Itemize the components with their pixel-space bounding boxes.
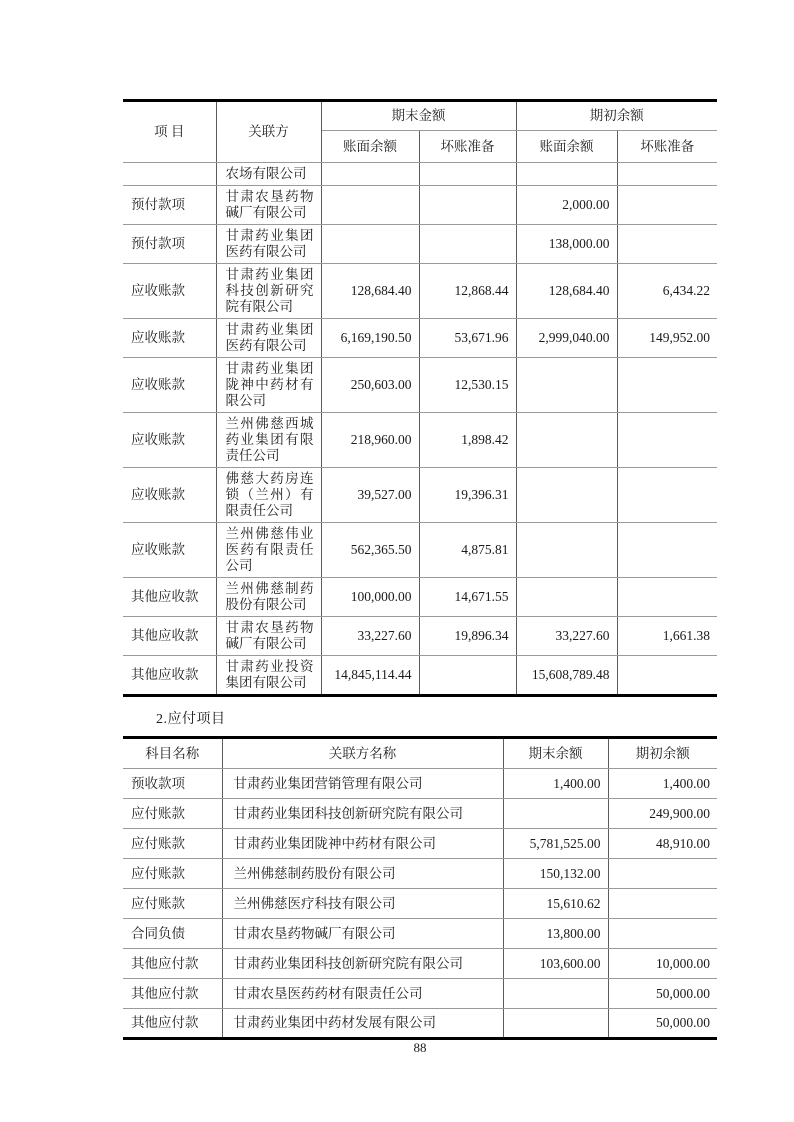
ending-bad-debt-cell: 14,671.55 (419, 578, 516, 617)
table-row (123, 829, 717, 859)
t1-header-ending-bad-debt-provision: 坏账准备 (419, 131, 516, 163)
ending-bad-debt-cell: 19,396.31 (419, 468, 516, 523)
table-row (123, 949, 717, 979)
ending-bad-debt-cell: 53,671.96 (419, 319, 516, 358)
item-cell (123, 163, 216, 186)
table-row (123, 163, 717, 186)
item-cell: 其他应收款 (123, 656, 216, 696)
related-party-name-cell: 甘肃药业集团陇神中药材有限公司 (222, 829, 503, 859)
ending-bad-debt-cell (419, 163, 516, 186)
related-party-cell: 兰州佛慈西城药业集团有限责任公司 (216, 413, 321, 468)
t1-header-beginning-book-balance: 账面余额 (516, 131, 617, 163)
table-row (123, 979, 717, 1009)
related-party-payables-table (123, 736, 717, 1040)
related-party-cell: 农场有限公司 (216, 163, 321, 186)
item-cell: 应收账款 (123, 468, 216, 523)
table-row (123, 799, 717, 829)
t2-header-beginning-balance: 期初余额 (608, 738, 717, 769)
related-party-receivables-table (123, 99, 717, 697)
beginning-bad-debt-cell (617, 578, 717, 617)
beginning-bad-debt-cell (617, 656, 717, 696)
beginning-balance-cell (608, 859, 717, 889)
page-number: 88 (413, 1040, 427, 1055)
beginning-bad-debt-cell (617, 468, 717, 523)
related-party-cell: 佛慈大药房连锁（兰州）有限责任公司 (216, 468, 321, 523)
beginning-balance-cell: 48,910.00 (608, 829, 717, 859)
related-party-name-cell: 甘肃药业集团科技创新研究院有限公司 (222, 799, 503, 829)
t2-header-subject-name: 科目名称 (123, 738, 222, 769)
beginning-bad-debt-cell: 1,661.38 (617, 617, 717, 656)
t1-header-beginning-bad-debt-provision: 坏账准备 (617, 131, 717, 163)
related-party-cell: 兰州佛慈制药股份有限公司 (216, 578, 321, 617)
beginning-bad-debt-cell (617, 358, 717, 413)
ending-book-balance-cell: 250,603.00 (321, 358, 419, 413)
ending-book-balance-cell: 218,960.00 (321, 413, 419, 468)
ending-book-balance-cell: 39,527.00 (321, 468, 419, 523)
related-party-cell: 甘肃药业集团医药有限公司 (216, 225, 321, 264)
subject-cell: 应付账款 (123, 889, 222, 919)
table-row (123, 523, 717, 578)
related-party-name-cell: 甘肃药业集团科技创新研究院有限公司 (222, 949, 503, 979)
table-row (123, 225, 717, 264)
related-party-cell: 甘肃药业集团科技创新研究院有限公司 (216, 264, 321, 319)
ending-bad-debt-cell: 4,875.81 (419, 523, 516, 578)
beginning-bad-debt-cell (617, 523, 717, 578)
related-party-name-cell: 甘肃药业集团中药材发展有限公司 (222, 1009, 503, 1039)
t2-header-related-party-name: 关联方名称 (222, 738, 503, 769)
beginning-book-balance-cell (516, 468, 617, 523)
beginning-book-balance-cell: 2,000.00 (516, 186, 617, 225)
table-row (123, 358, 717, 413)
beginning-balance-cell: 50,000.00 (608, 979, 717, 1009)
beginning-bad-debt-cell: 6,434.22 (617, 264, 717, 319)
subject-cell: 合同负债 (123, 919, 222, 949)
item-cell: 应收账款 (123, 319, 216, 358)
related-party-cell: 甘肃农垦药物碱厂有限公司 (216, 617, 321, 656)
ending-balance-cell: 1,400.00 (503, 769, 608, 799)
beginning-bad-debt-cell: 149,952.00 (617, 319, 717, 358)
related-party-name-cell: 甘肃农垦药物碱厂有限公司 (222, 919, 503, 949)
ending-book-balance-cell: 100,000.00 (321, 578, 419, 617)
beginning-book-balance-cell (516, 413, 617, 468)
item-cell: 应收账款 (123, 264, 216, 319)
beginning-book-balance-cell (516, 358, 617, 413)
item-cell: 预付款项 (123, 186, 216, 225)
beginning-book-balance-cell: 128,684.40 (516, 264, 617, 319)
ending-bad-debt-cell: 12,530.15 (419, 358, 516, 413)
ending-book-balance-cell (321, 225, 419, 264)
t1-header-ending-amount-group: 期末金额 (321, 101, 516, 131)
beginning-book-balance-cell (516, 523, 617, 578)
table-row (123, 1009, 717, 1039)
beginning-bad-debt-cell (617, 225, 717, 264)
t1-header-related-party: 关联方 (216, 101, 321, 163)
ending-book-balance-cell: 14,845,114.44 (321, 656, 419, 696)
related-party-cell: 甘肃药业投资集团有限公司 (216, 656, 321, 696)
beginning-balance-cell (608, 919, 717, 949)
beginning-book-balance-cell (516, 163, 617, 186)
beginning-balance-cell: 1,400.00 (608, 769, 717, 799)
beginning-balance-cell: 10,000.00 (608, 949, 717, 979)
ending-balance-cell (503, 1009, 608, 1039)
table-row (123, 578, 717, 617)
table-row (123, 186, 717, 225)
item-cell: 应收账款 (123, 413, 216, 468)
related-party-cell: 甘肃药业集团医药有限公司 (216, 319, 321, 358)
ending-book-balance-cell: 562,365.50 (321, 523, 419, 578)
ending-bad-debt-cell: 19,896.34 (419, 617, 516, 656)
ending-bad-debt-cell (419, 656, 516, 696)
ending-bad-debt-cell (419, 186, 516, 225)
beginning-book-balance-cell: 15,608,789.48 (516, 656, 617, 696)
table-row (123, 859, 717, 889)
subject-cell: 预收款项 (123, 769, 222, 799)
beginning-bad-debt-cell (617, 186, 717, 225)
t2-header-ending-balance: 期末余额 (503, 738, 608, 769)
ending-bad-debt-cell: 12,868.44 (419, 264, 516, 319)
t1-header-item: 项 目 (123, 101, 216, 163)
subject-cell: 应付账款 (123, 799, 222, 829)
table-row (123, 889, 717, 919)
subject-cell: 其他应付款 (123, 979, 222, 1009)
related-party-name-cell: 甘肃农垦医药药材有限责任公司 (222, 979, 503, 1009)
ending-balance-cell: 150,132.00 (503, 859, 608, 889)
item-cell: 其他应收款 (123, 617, 216, 656)
subject-cell: 应付账款 (123, 859, 222, 889)
beginning-balance-cell (608, 889, 717, 919)
ending-balance-cell (503, 979, 608, 1009)
beginning-balance-cell: 249,900.00 (608, 799, 717, 829)
ending-book-balance-cell: 6,169,190.50 (321, 319, 419, 358)
beginning-bad-debt-cell (617, 413, 717, 468)
related-party-name-cell: 兰州佛慈制药股份有限公司 (222, 859, 503, 889)
table-row (123, 617, 717, 656)
ending-book-balance-cell (321, 186, 419, 225)
beginning-book-balance-cell (516, 578, 617, 617)
beginning-book-balance-cell: 33,227.60 (516, 617, 617, 656)
subject-cell: 应付账款 (123, 829, 222, 859)
subject-cell: 其他应付款 (123, 1009, 222, 1039)
table-row (123, 468, 717, 523)
table-row (123, 413, 717, 468)
t1-header-beginning-balance-group: 期初余额 (516, 101, 717, 131)
ending-balance-cell: 15,610.62 (503, 889, 608, 919)
ending-book-balance-cell (321, 163, 419, 186)
section-label-payables: 2.应付项目 (156, 712, 226, 727)
ending-bad-debt-cell: 1,898.42 (419, 413, 516, 468)
table-row (123, 919, 717, 949)
ending-book-balance-cell: 33,227.60 (321, 617, 419, 656)
t1-header-ending-book-balance: 账面余额 (321, 131, 419, 163)
item-cell: 应收账款 (123, 523, 216, 578)
related-party-name-cell: 兰州佛慈医疗科技有限公司 (222, 889, 503, 919)
related-party-cell: 兰州佛慈伟业医药有限责任公司 (216, 523, 321, 578)
item-cell: 应收账款 (123, 358, 216, 413)
beginning-book-balance-cell: 138,000.00 (516, 225, 617, 264)
related-party-cell: 甘肃药业集团陇神中药材有限公司 (216, 358, 321, 413)
table-row (123, 264, 717, 319)
ending-balance-cell: 103,600.00 (503, 949, 608, 979)
beginning-balance-cell: 50,000.00 (608, 1009, 717, 1039)
table-row (123, 656, 717, 696)
related-party-cell: 甘肃农垦药物碱厂有限公司 (216, 186, 321, 225)
beginning-bad-debt-cell (617, 163, 717, 186)
ending-book-balance-cell: 128,684.40 (321, 264, 419, 319)
ending-bad-debt-cell (419, 225, 516, 264)
ending-balance-cell: 5,781,525.00 (503, 829, 608, 859)
item-cell: 其他应收款 (123, 578, 216, 617)
table-row (123, 769, 717, 799)
subject-cell: 其他应付款 (123, 949, 222, 979)
beginning-book-balance-cell: 2,999,040.00 (516, 319, 617, 358)
page-content (123, 99, 717, 1040)
item-cell: 预付款项 (123, 225, 216, 264)
related-party-name-cell: 甘肃药业集团营销管理有限公司 (222, 769, 503, 799)
table-row (123, 319, 717, 358)
ending-balance-cell (503, 799, 608, 829)
ending-balance-cell: 13,800.00 (503, 919, 608, 949)
